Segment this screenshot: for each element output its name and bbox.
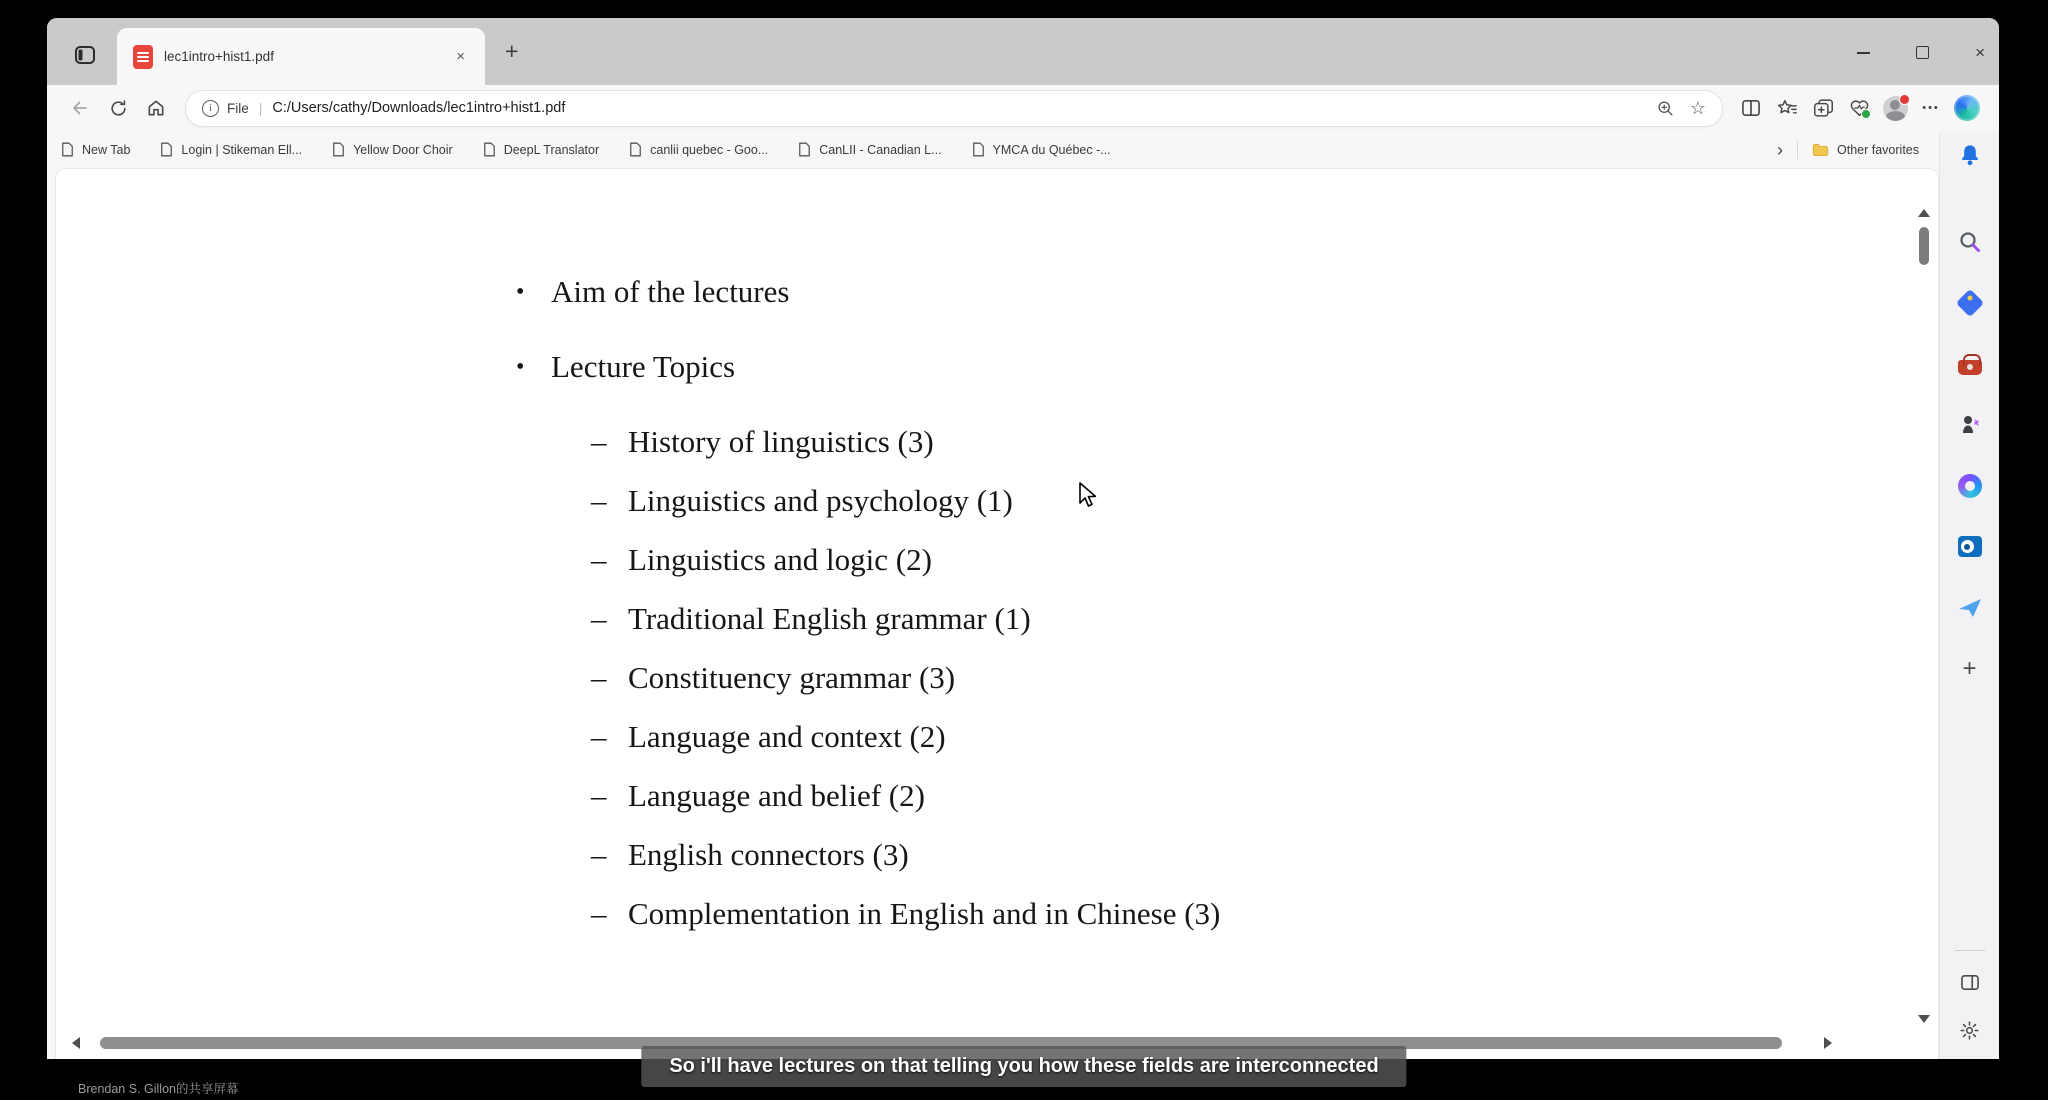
zoom-level-button[interactable] — [1657, 100, 1674, 117]
notifications-button[interactable] — [1959, 135, 1981, 175]
bullet-glyph: • — [516, 354, 525, 380]
new-tab-button[interactable]: + — [505, 38, 519, 64]
sidebar-panel-toggle-button[interactable] — [1960, 967, 1980, 997]
favorite-star-button[interactable]: ☆ — [1689, 97, 1706, 118]
back-arrow-icon — [70, 98, 90, 118]
pdf-topic-item — [516, 777, 1220, 815]
page-icon — [798, 142, 811, 157]
tab-bar — [47, 18, 1999, 85]
dash-glyph: – — [591, 778, 607, 813]
pdf-viewer-content — [55, 168, 1939, 1059]
page-icon — [332, 142, 345, 157]
vertical-scrollbar[interactable] — [1912, 169, 1936, 1059]
pdf-topic-item — [516, 718, 1220, 756]
dash-glyph: – — [591, 896, 607, 931]
favorites-button[interactable] — [1769, 91, 1805, 125]
bookmarks-separator — [1797, 141, 1798, 159]
close-window-button[interactable]: × — [1975, 43, 1985, 62]
minimize-button[interactable] — [1857, 52, 1870, 54]
outlook-icon — [1958, 536, 1982, 557]
dash-glyph: – — [591, 424, 607, 459]
dash-glyph: – — [591, 719, 607, 754]
scroll-down-arrow-icon[interactable] — [1918, 1015, 1930, 1023]
plus-icon: + — [1962, 654, 1977, 682]
settings-more-button[interactable]: ••• — [1922, 102, 1940, 114]
pdf-bullet-text: Lecture Topics — [551, 349, 736, 384]
sidebar-outlook-button[interactable] — [1940, 516, 1999, 577]
split-screen-button[interactable] — [1733, 91, 1769, 125]
pdf-file-icon — [133, 45, 153, 69]
profile-button[interactable] — [1877, 91, 1913, 125]
page-icon — [972, 142, 985, 157]
home-icon — [146, 98, 166, 118]
sidebar-panel-icon — [1960, 974, 1980, 991]
bell-icon — [1959, 143, 1981, 167]
bookmark-deepl-translator[interactable]: DeepL Translator — [483, 142, 599, 157]
toolbox-icon — [1958, 360, 1982, 375]
collections-button[interactable] — [1805, 91, 1841, 125]
pdf-topic-text: Language and belief (2) — [628, 778, 925, 813]
pdf-topic-text: Language and context (2) — [628, 719, 946, 754]
bookmarks-bar — [47, 131, 1939, 168]
sidebar-search-button[interactable] — [1940, 211, 1999, 272]
window-controls — [1857, 44, 1985, 61]
pdf-topic-item — [516, 659, 1220, 697]
bookmark-canlii-quebec[interactable]: canlii quebec - Goo... — [629, 142, 768, 157]
vertical-scrollbar-thumb[interactable] — [1919, 227, 1929, 265]
sidebar-divider — [1955, 950, 1985, 951]
tab-actions-menu-button[interactable] — [63, 35, 107, 75]
other-favorites-button[interactable]: Other favorites — [1812, 143, 1919, 157]
pdf-topic-item — [516, 541, 1220, 579]
page-icon — [483, 142, 496, 157]
pdf-topic-text: Constituency grammar (3) — [628, 660, 956, 695]
sidebar-drop-button[interactable] — [1940, 577, 1999, 638]
tab-title: lec1intro+hist1.pdf — [164, 49, 274, 64]
back-button[interactable] — [61, 91, 99, 125]
minimize-icon — [1857, 52, 1870, 54]
tab-actions-icon — [73, 43, 97, 67]
pdf-topic-item — [516, 600, 1220, 638]
browser-window — [47, 18, 1999, 1059]
address-divider: | — [258, 100, 263, 116]
bookmark-new-tab[interactable]: New Tab — [61, 142, 130, 157]
dash-glyph: – — [591, 837, 607, 872]
tab-close-icon[interactable]: × — [456, 48, 465, 65]
pdf-topic-text: English connectors (3) — [628, 837, 909, 872]
pdf-topic-item — [516, 423, 1220, 461]
dash-glyph: – — [591, 601, 607, 636]
sidebar-customize-button[interactable] — [1940, 638, 1999, 699]
paper-plane-icon — [1957, 597, 1983, 619]
bookmarks-overflow-chevron[interactable]: › — [1777, 139, 1784, 160]
scroll-right-arrow-icon[interactable] — [1824, 1037, 1832, 1049]
security-label: File — [227, 100, 249, 116]
profile-notification-dot — [1899, 94, 1910, 105]
page-icon — [61, 142, 74, 157]
maximize-button[interactable] — [1916, 46, 1929, 59]
pdf-topic-text: Linguistics and psychology (1) — [628, 483, 1013, 518]
dash-glyph: – — [591, 660, 607, 695]
page-icon — [629, 142, 642, 157]
pdf-topic-text: Linguistics and logic (2) — [628, 542, 932, 577]
collections-icon — [1813, 98, 1834, 118]
pdf-bullet-item — [516, 273, 1220, 311]
bookmark-login-stikeman[interactable]: Login | Stikeman Ell... — [160, 142, 302, 157]
favorites-star-list-icon — [1777, 99, 1798, 118]
refresh-icon — [109, 99, 128, 118]
bookmark-canlii-canadian[interactable]: CanLII - Canadian L... — [798, 142, 941, 157]
page-info-icon[interactable]: i — [202, 100, 219, 117]
bookmark-ymca-quebec[interactable]: YMCA du Québec -... — [972, 142, 1111, 157]
sidebar-shopping-button[interactable] — [1940, 272, 1999, 333]
address-bar[interactable] — [185, 90, 1723, 127]
page-icon — [160, 142, 173, 157]
scroll-up-arrow-icon[interactable] — [1918, 209, 1930, 217]
copilot-button[interactable] — [1949, 91, 1985, 125]
refresh-button[interactable] — [99, 91, 137, 125]
pdf-topic-item — [516, 836, 1220, 874]
maximize-icon — [1916, 46, 1929, 59]
sidebar-m365-button[interactable] — [1940, 455, 1999, 516]
copilot-icon — [1954, 95, 1980, 121]
pdf-topic-item — [516, 482, 1220, 520]
zoom-magnifier-icon — [1657, 100, 1674, 117]
scroll-left-arrow-icon[interactable] — [72, 1037, 80, 1049]
url-text[interactable]: C:/Users/cathy/Downloads/lec1intro+hist1.pdf — [272, 100, 566, 116]
home-button[interactable] — [137, 91, 175, 125]
edge-sidebar — [1939, 131, 1999, 1059]
pdf-bullet-text: Aim of the lectures — [551, 274, 790, 309]
live-caption-text: So i'll have lectures on that telling you how these fields are interconnected — [641, 1046, 1406, 1087]
pdf-topic-text: Traditional English grammar (1) — [628, 601, 1031, 636]
toolbar — [47, 85, 1999, 131]
screen-share-label: Brendan S. Gillon的共享屏幕 — [78, 1082, 239, 1096]
folder-icon — [1812, 143, 1829, 157]
pdf-topic-text: History of linguistics (3) — [628, 424, 934, 459]
dash-glyph: – — [591, 483, 607, 518]
bullet-glyph: • — [516, 279, 525, 305]
pdf-topic-item — [516, 895, 1220, 933]
tab-lec1intro-hist1-pdf[interactable] — [117, 28, 485, 85]
gear-icon — [1959, 1020, 1980, 1041]
m365-swirl-icon — [1958, 474, 1982, 498]
shopping-tag-icon — [1955, 288, 1983, 316]
pdf-bullet-item — [516, 348, 1220, 386]
pdf-topic-text: Complementation in English and in Chinese (3) — [628, 896, 1221, 931]
essentials-status-dot — [1861, 109, 1871, 119]
mouse-cursor — [1078, 481, 1100, 511]
search-icon — [1958, 230, 1982, 254]
sidebar-games-button[interactable] — [1940, 394, 1999, 455]
pdf-page-text — [516, 273, 1220, 954]
browser-essentials-button[interactable] — [1841, 91, 1877, 125]
chess-pawn-icon — [1958, 413, 1982, 437]
bookmark-yellow-door-choir[interactable]: Yellow Door Choir — [332, 142, 453, 157]
dash-glyph: – — [591, 542, 607, 577]
sidebar-tools-button[interactable] — [1940, 333, 1999, 394]
split-screen-icon — [1741, 99, 1761, 117]
sidebar-settings-button[interactable] — [1959, 1015, 1980, 1045]
